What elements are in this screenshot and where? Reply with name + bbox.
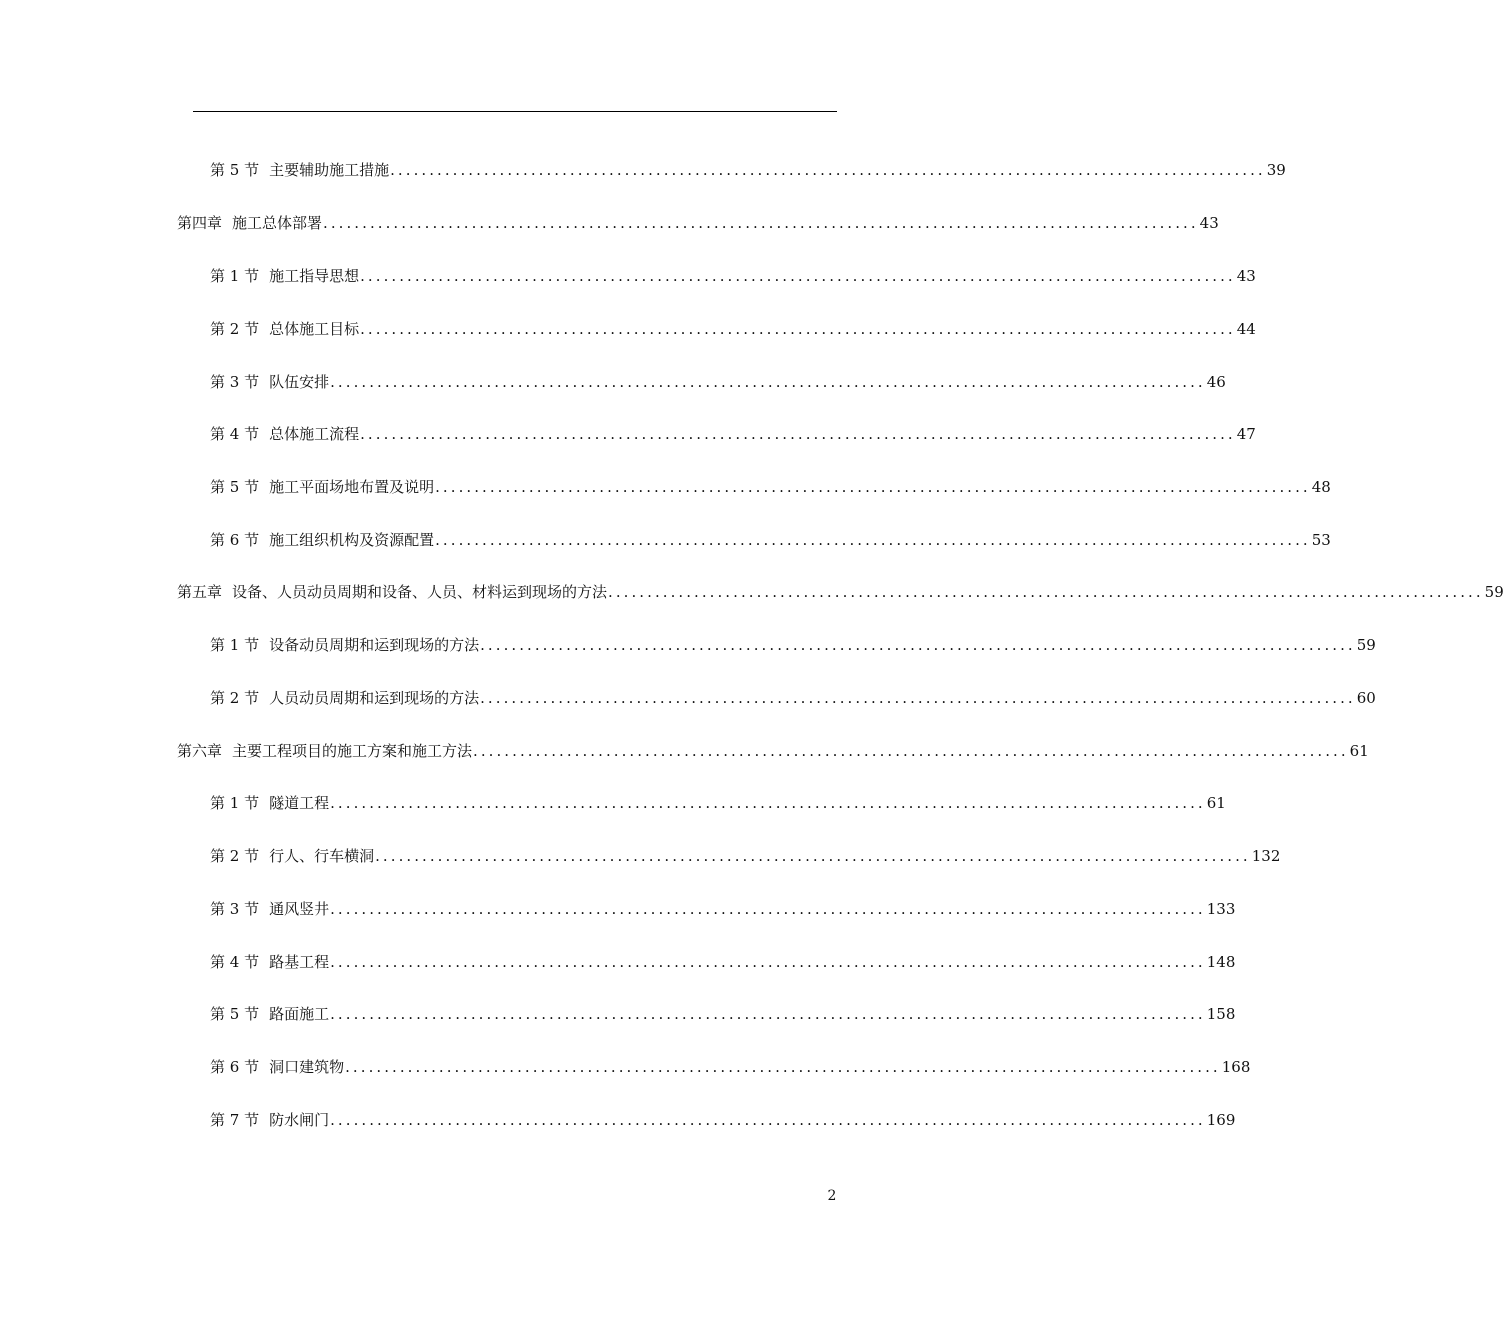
toc-leader-dots: ................................................................................................................: [330, 373, 1206, 391]
toc-entry[interactable]: [210, 317, 1256, 341]
toc-page-number: 132: [1251, 847, 1281, 865]
toc-entry-label: 第 4 节 路基工程: [210, 953, 330, 971]
toc-page-number: 158: [1206, 1005, 1236, 1023]
toc-entry[interactable]: [210, 897, 1236, 921]
toc-page-number: 59: [1356, 636, 1376, 654]
toc-page-number: 59: [1484, 583, 1504, 601]
toc-entry-label: 第 3 节 通风竖井: [210, 900, 330, 918]
toc-page-number: 48: [1311, 478, 1331, 496]
toc-entry[interactable]: [210, 844, 1281, 868]
toc-entry[interactable]: [177, 211, 1219, 235]
toc-leader-dots: ................................................................................................................: [480, 636, 1356, 654]
toc-leader-dots: ................................................................................................................: [375, 847, 1251, 865]
toc-entry-label: 第 3 节 队伍安排: [210, 373, 330, 391]
toc-entry[interactable]: [210, 158, 1286, 182]
toc-entry[interactable]: [210, 686, 1376, 710]
toc-entry-label: 第六章 主要工程项目的施工方案和施工方法: [177, 742, 473, 760]
toc-page-number: 47: [1236, 425, 1256, 443]
toc-page-number: 43: [1236, 267, 1256, 285]
toc-page-number: 169: [1206, 1111, 1236, 1129]
toc-leader-dots: ................................................................................................................: [390, 161, 1266, 179]
page-number: 2: [827, 1188, 837, 1204]
toc-entry-label: 第 2 节 总体施工目标: [210, 320, 360, 338]
toc-entry-label: 第四章 施工总体部署: [177, 214, 323, 232]
toc-leader-dots: ................................................................................................................: [360, 425, 1236, 443]
toc-leader-dots: ................................................................................................................: [480, 689, 1356, 707]
toc-entry[interactable]: [177, 580, 1504, 604]
toc-entry-label: 第 6 节 洞口建筑物: [210, 1058, 345, 1076]
toc-leader-dots: ................................................................................................................: [360, 267, 1236, 285]
toc-page-number: 53: [1311, 531, 1331, 549]
toc-entry-label: 第 2 节 人员动员周期和运到现场的方法: [210, 689, 480, 707]
toc-entry-label: 第 1 节 施工指导思想: [210, 267, 360, 285]
toc-leader-dots: ................................................................................................................: [360, 320, 1236, 338]
header-rule: [193, 111, 837, 112]
toc-leader-dots: ................................................................................................................: [330, 794, 1206, 812]
toc-page-number: 39: [1266, 161, 1286, 179]
toc-entry[interactable]: [210, 1002, 1236, 1026]
toc-entry[interactable]: [210, 422, 1256, 446]
toc-entry[interactable]: [177, 739, 1369, 763]
toc-page-number: 61: [1349, 742, 1369, 760]
toc-entry[interactable]: [210, 1108, 1236, 1132]
toc-entry-label: 第 7 节 防水闸门: [210, 1111, 330, 1129]
toc-entry-label: 第 6 节 施工组织机构及资源配置: [210, 531, 435, 549]
toc-entry[interactable]: [210, 791, 1226, 815]
toc-page-number: 61: [1206, 794, 1226, 812]
toc-entry-label: 第 4 节 总体施工流程: [210, 425, 360, 443]
toc-leader-dots: ................................................................................................................: [330, 1111, 1206, 1129]
toc-entry[interactable]: [210, 1055, 1251, 1079]
toc-entry[interactable]: [210, 633, 1376, 657]
toc-entry[interactable]: [210, 264, 1256, 288]
toc-leader-dots: ................................................................................................................: [473, 742, 1349, 760]
toc-page-number: 60: [1356, 689, 1376, 707]
toc-leader-dots: ................................................................................................................: [323, 214, 1199, 232]
toc-leader-dots: ................................................................................................................: [608, 583, 1484, 601]
toc-leader-dots: ................................................................................................................: [345, 1058, 1221, 1076]
toc-page-number: 133: [1206, 900, 1236, 918]
toc-entry-label: 第 1 节 设备动员周期和运到现场的方法: [210, 636, 480, 654]
toc-entry-label: 第 5 节 主要辅助施工措施: [210, 161, 390, 179]
toc-entry[interactable]: [210, 370, 1226, 394]
toc-page-number: 148: [1206, 953, 1236, 971]
toc-entry[interactable]: [210, 950, 1236, 974]
toc-entry-label: 第 5 节 路面施工: [210, 1005, 330, 1023]
toc-entry-label: 第 1 节 隧道工程: [210, 794, 330, 812]
toc-leader-dots: ................................................................................................................: [330, 1005, 1206, 1023]
toc-entry-label: 第 5 节 施工平面场地布置及说明: [210, 478, 435, 496]
toc-leader-dots: ................................................................................................................: [330, 953, 1206, 971]
toc-entry[interactable]: [210, 475, 1331, 499]
toc-entry-label: 第 2 节 行人、行车横洞: [210, 847, 375, 865]
toc-entry[interactable]: [210, 528, 1331, 552]
toc-leader-dots: ................................................................................................................: [330, 900, 1206, 918]
toc-leader-dots: ................................................................................................................: [435, 478, 1311, 496]
toc-entry-label: 第五章 设备、人员动员周期和设备、人员、材料运到现场的方法: [177, 583, 608, 601]
toc-page-number: 46: [1206, 373, 1226, 391]
toc-page-number: 168: [1221, 1058, 1251, 1076]
toc-leader-dots: ................................................................................................................: [435, 531, 1311, 549]
toc-page-number: 44: [1236, 320, 1256, 338]
toc-page-number: 43: [1199, 214, 1219, 232]
